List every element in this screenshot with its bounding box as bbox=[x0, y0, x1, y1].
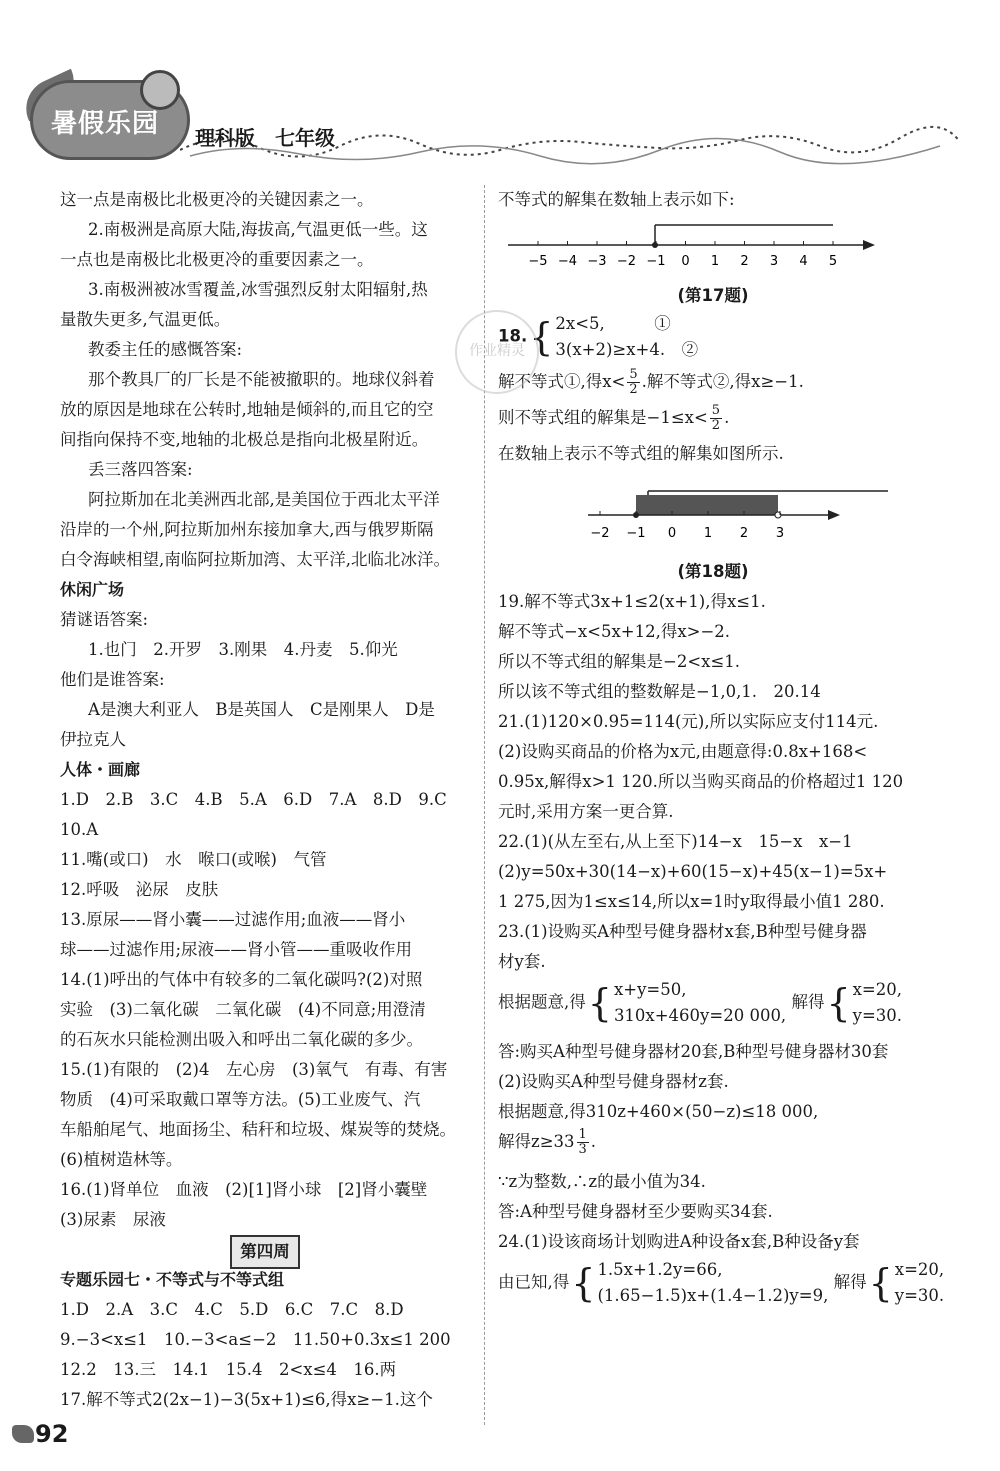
text-line bbox=[498, 367, 928, 403]
answer-line: 10.A bbox=[60, 820, 99, 839]
text-span: . bbox=[590, 1132, 597, 1151]
solution-2: y=30. bbox=[852, 1006, 903, 1025]
text-line: 3.南极洲被冰雪覆盖,冰雪强烈反射太阳辐射,热 bbox=[88, 280, 428, 299]
answer-line: 22.(1)(从左至右,从上至下)14−x 15−x x−1 bbox=[498, 832, 853, 851]
text-line: 这一点是南极比北极更冷的关键因素之一。 bbox=[60, 190, 374, 209]
answer-line: (6)植树造林等。 bbox=[60, 1150, 183, 1169]
denominator: 2 bbox=[629, 382, 638, 397]
brace-glyph: { bbox=[587, 981, 612, 1025]
answer-line: 16.(1)肾单位 血液 (2)[1]肾小球 [2]肾小囊壁 bbox=[60, 1180, 428, 1199]
answer-line: 材y套. bbox=[498, 952, 546, 971]
page-header bbox=[0, 0, 1000, 175]
equation-1: 1.5x+1.2y=66, bbox=[597, 1260, 723, 1279]
denominator: 2 bbox=[711, 418, 721, 433]
answer-line: 球——过滤作用;尿液——肾小管——重吸收作用 bbox=[60, 940, 413, 959]
answer-line: 24.(1)设该商场计划购进A种设备x套,B种设备y套 bbox=[498, 1232, 860, 1251]
text-span: 解得 bbox=[833, 1272, 867, 1292]
system-q18 bbox=[498, 311, 928, 367]
fraction bbox=[627, 368, 639, 397]
answer-line: 1 275,因为1≤x≤14,所以x=1时y取得最小值1 280. bbox=[498, 892, 885, 911]
solution-1: x=20, bbox=[894, 1260, 945, 1279]
answer-line: 13.原尿——肾小囊——过滤作用;血液——肾小 bbox=[60, 910, 406, 929]
tick-label: 3 bbox=[775, 526, 785, 541]
answer-line: 1.D 2.A 3.C 4.C 5.D 6.C 7.C 8.D bbox=[60, 1300, 404, 1319]
tick-label: 5 bbox=[828, 254, 838, 269]
text-line: 白令海峡相望,南临阿拉斯加湾、太平洋,北临北冰洋。 bbox=[60, 550, 450, 569]
answer-line: 21.(1)120×0.95=114(元),所以实际应支付114元. bbox=[498, 712, 879, 731]
solution-system bbox=[853, 977, 902, 1029]
numerator: 1 bbox=[578, 1127, 587, 1142]
brace-glyph: { bbox=[529, 315, 554, 359]
answer-line bbox=[498, 1127, 928, 1167]
text-line: 不等式的解集在数轴上表示如下: bbox=[498, 190, 735, 209]
watermark-stamp bbox=[455, 310, 539, 394]
text-line: 沿岸的一个州,阿拉斯加州东接加拿大,西与俄罗斯隔 bbox=[60, 520, 434, 539]
brace-glyph: { bbox=[868, 1261, 893, 1305]
answer-line: 答:A种型号健身器材至少要购买34套. bbox=[498, 1202, 773, 1221]
tick-label: 2 bbox=[740, 254, 749, 269]
denominator: 3 bbox=[578, 1142, 587, 1157]
answer-line: 物质 (4)可采取戴口罩等方法。(5)工业废气、汽 bbox=[60, 1090, 421, 1109]
answer-line: A是澳大利亚人 B是英国人 C是刚果人 D是 bbox=[88, 700, 435, 719]
section-heading: 人体・画廊 bbox=[60, 760, 141, 779]
answer-line: (3)尿素 尿液 bbox=[60, 1210, 166, 1229]
week-badge: 第四周 bbox=[230, 1235, 300, 1269]
answer-line: 0.95x,解得x>1 120.所以当购买商品的价格超过1 120 bbox=[498, 772, 904, 791]
answer-line: 9.−3<x≤1 10.−3<a≤−2 11.50+0.3x≤1 200 bbox=[60, 1330, 451, 1349]
answer-line: 14.(1)呼出的气体中有较多的二氧化碳吗?(2)对照 bbox=[60, 970, 423, 989]
text-line: 量散失更多,气温更低。 bbox=[60, 310, 231, 329]
text-span: .解不等式②,得x≥−1. bbox=[641, 372, 804, 391]
fraction bbox=[710, 404, 722, 433]
answer-line: 23.(1)设购买A种型号健身器材x套,B种型号健身器 bbox=[498, 922, 867, 941]
text-line: 一点也是南极比北极更冷的重要因素之一。 bbox=[60, 250, 374, 269]
answer-line: 根据题意,得310z+460×(50−z)≤18 000, bbox=[498, 1102, 819, 1121]
tick-label: −1 bbox=[626, 526, 646, 541]
text-line: 那个教具厂的厂长是不能被撤职的。地球仪斜着 bbox=[88, 370, 435, 389]
numerator: 5 bbox=[711, 403, 721, 418]
text-span: 由已知,得 bbox=[498, 1272, 570, 1292]
tick-label: 1 bbox=[703, 526, 713, 541]
text-line: 2.南极洲是高原大陆,海拔高,气温更低一些。这 bbox=[88, 220, 428, 239]
text-line: 间指向保持不变,地轴的北极总是指向北极星附近。 bbox=[60, 430, 429, 449]
tick-label: −4 bbox=[557, 254, 578, 269]
answer-line: 答:购买A种型号健身器材20套,B种型号健身器材30套 bbox=[498, 1042, 889, 1061]
equation-system bbox=[614, 977, 786, 1029]
week-heading bbox=[60, 1235, 470, 1265]
system-q24 bbox=[498, 1257, 945, 1317]
text-line: 教委主任的感慨答案: bbox=[88, 340, 243, 359]
tick-label: 3 bbox=[769, 254, 779, 269]
tick-label: −2 bbox=[590, 526, 610, 541]
equation-2: 310x+460y=20 000, bbox=[613, 1006, 787, 1025]
answer-line: (2)设购买商品的价格为x元,由题意得:0.8x+168< bbox=[498, 742, 868, 761]
text-span: 解不等式①,得x< bbox=[498, 372, 626, 391]
equation-system bbox=[555, 311, 698, 363]
text-line bbox=[498, 403, 928, 439]
equation-system bbox=[597, 1257, 828, 1309]
answer-line: (2)y=50x+30(14−x)+60(15−x)+45(x−1)=5x+ bbox=[498, 862, 888, 881]
text-span: . bbox=[724, 408, 730, 427]
answer-line: ∵z为整数,∴z的最小值为34. bbox=[498, 1172, 706, 1191]
right-column bbox=[498, 185, 945, 1317]
answer-line: 解不等式−x<5x+12,得x>−2. bbox=[498, 622, 731, 641]
brace-glyph: { bbox=[826, 981, 851, 1025]
text-line: 他们是谁答案: bbox=[60, 670, 165, 689]
tick-label: −5 bbox=[528, 254, 548, 269]
text-line: 放的原因是地球在公转时,地轴是倾斜的,而且它的空 bbox=[60, 400, 434, 419]
equation-1: x+y=50, bbox=[613, 980, 687, 999]
tick-label: −3 bbox=[587, 254, 607, 269]
text-line: 阿拉斯加在北美洲西北部,是美国位于西北太平洋 bbox=[88, 490, 440, 509]
tick-label: 2 bbox=[739, 526, 749, 541]
text-span: 解得z≥33 bbox=[498, 1132, 575, 1151]
figure-caption: (第18题) bbox=[677, 562, 749, 581]
question-number: 18. bbox=[498, 326, 528, 346]
edition-label: 理科版 七年级 bbox=[195, 126, 335, 150]
answer-line: 的石灰水只能检测出吸入和呼出二氧化碳的多少。 bbox=[60, 1030, 423, 1049]
answer-line: 所以不等式组的解集是−2<x≤1. bbox=[498, 652, 741, 671]
answer-line: 12.呼吸 泌尿 皮肤 bbox=[60, 880, 219, 899]
section-heading: 休闲广场 bbox=[60, 580, 125, 599]
text-line: 丢三落四答案: bbox=[88, 460, 193, 479]
logo: 暑假乐园 bbox=[30, 80, 190, 160]
number-line-q17 bbox=[503, 215, 883, 275]
system-q23 bbox=[498, 977, 928, 1037]
solution-1: x=20, bbox=[852, 980, 902, 999]
tick-label: −1 bbox=[646, 254, 666, 269]
text-span: 则不等式组的解集是−1≤x< bbox=[498, 408, 708, 427]
stamp-text: 作业精灵 bbox=[469, 343, 525, 359]
brace-glyph: { bbox=[571, 1261, 596, 1305]
answer-line: 19.解不等式3x+1≤2(x+1),得x≤1. bbox=[498, 592, 766, 611]
inequality-2: 3(x+2)≥x+4. ② bbox=[555, 340, 699, 359]
answer-line: 11.嘴(或口) 水 喉口(或喉) 气管 bbox=[60, 850, 327, 869]
text-span: 根据题意,得 bbox=[498, 992, 586, 1012]
tick-label: 0 bbox=[667, 526, 677, 541]
answer-line: 1.D 2.B 3.C 4.B 5.A 6.D 7.A 8.D 9.C bbox=[60, 790, 447, 809]
answer-line: 车船舶尾气、地面扬尘、秸秆和垃圾、煤炭等的焚烧。 bbox=[60, 1120, 456, 1139]
answer-line: 17.解不等式2(2x−1)−3(5x+1)≤6,得x≥−1.这个 bbox=[60, 1390, 433, 1409]
answer-line: 实验 (3)二氧化碳 二氧化碳 (4)不同意;用澄清 bbox=[60, 1000, 426, 1019]
figure-caption: (第17题) bbox=[677, 286, 749, 305]
inequality-1: 2x<5, ① bbox=[555, 314, 671, 333]
text-line: 伊拉克人 bbox=[60, 730, 126, 749]
solution-2: y=30. bbox=[894, 1286, 945, 1305]
page-icon bbox=[12, 1425, 34, 1443]
left-column bbox=[60, 185, 470, 1415]
solution-system bbox=[895, 1257, 944, 1309]
tick-label: −2 bbox=[616, 254, 637, 269]
tick-label: 4 bbox=[799, 254, 808, 269]
text-line: 猜谜语答案: bbox=[60, 610, 149, 629]
answer-line: (2)设购买A种型号健身器材z套. bbox=[498, 1072, 729, 1091]
numerator: 5 bbox=[629, 367, 638, 382]
answer-line: 15.(1)有限的 (2)4 左心房 (3)氧气 有毒、有害 bbox=[60, 1060, 448, 1079]
answer-line: 12.2 13.三 14.1 15.4 2<x≤4 16.两 bbox=[60, 1360, 397, 1379]
section-heading: 专题乐园七・不等式与不等式组 bbox=[60, 1270, 285, 1289]
equation-2: (1.65−1.5)x+(1.4−1.2)y=9, bbox=[597, 1286, 829, 1305]
number-line-q18 bbox=[588, 477, 888, 557]
tick-label: 0 bbox=[681, 254, 690, 269]
text-line: 在数轴上表示不等式组的解集如图所示. bbox=[498, 444, 784, 463]
answer-line: 1.也门 2.开罗 3.刚果 4.丹麦 5.仰光 bbox=[88, 640, 398, 659]
page-number: 92 bbox=[35, 1420, 69, 1448]
answer-line: 元时,采用方案一更合算. bbox=[498, 802, 674, 821]
answer-line: 所以该不等式组的整数解是−1,0,1. 20.14 bbox=[498, 682, 821, 701]
tick-label: 1 bbox=[710, 254, 720, 269]
flower-icon bbox=[140, 70, 180, 110]
text-span: 解得 bbox=[791, 992, 825, 1012]
fraction bbox=[577, 1128, 589, 1157]
